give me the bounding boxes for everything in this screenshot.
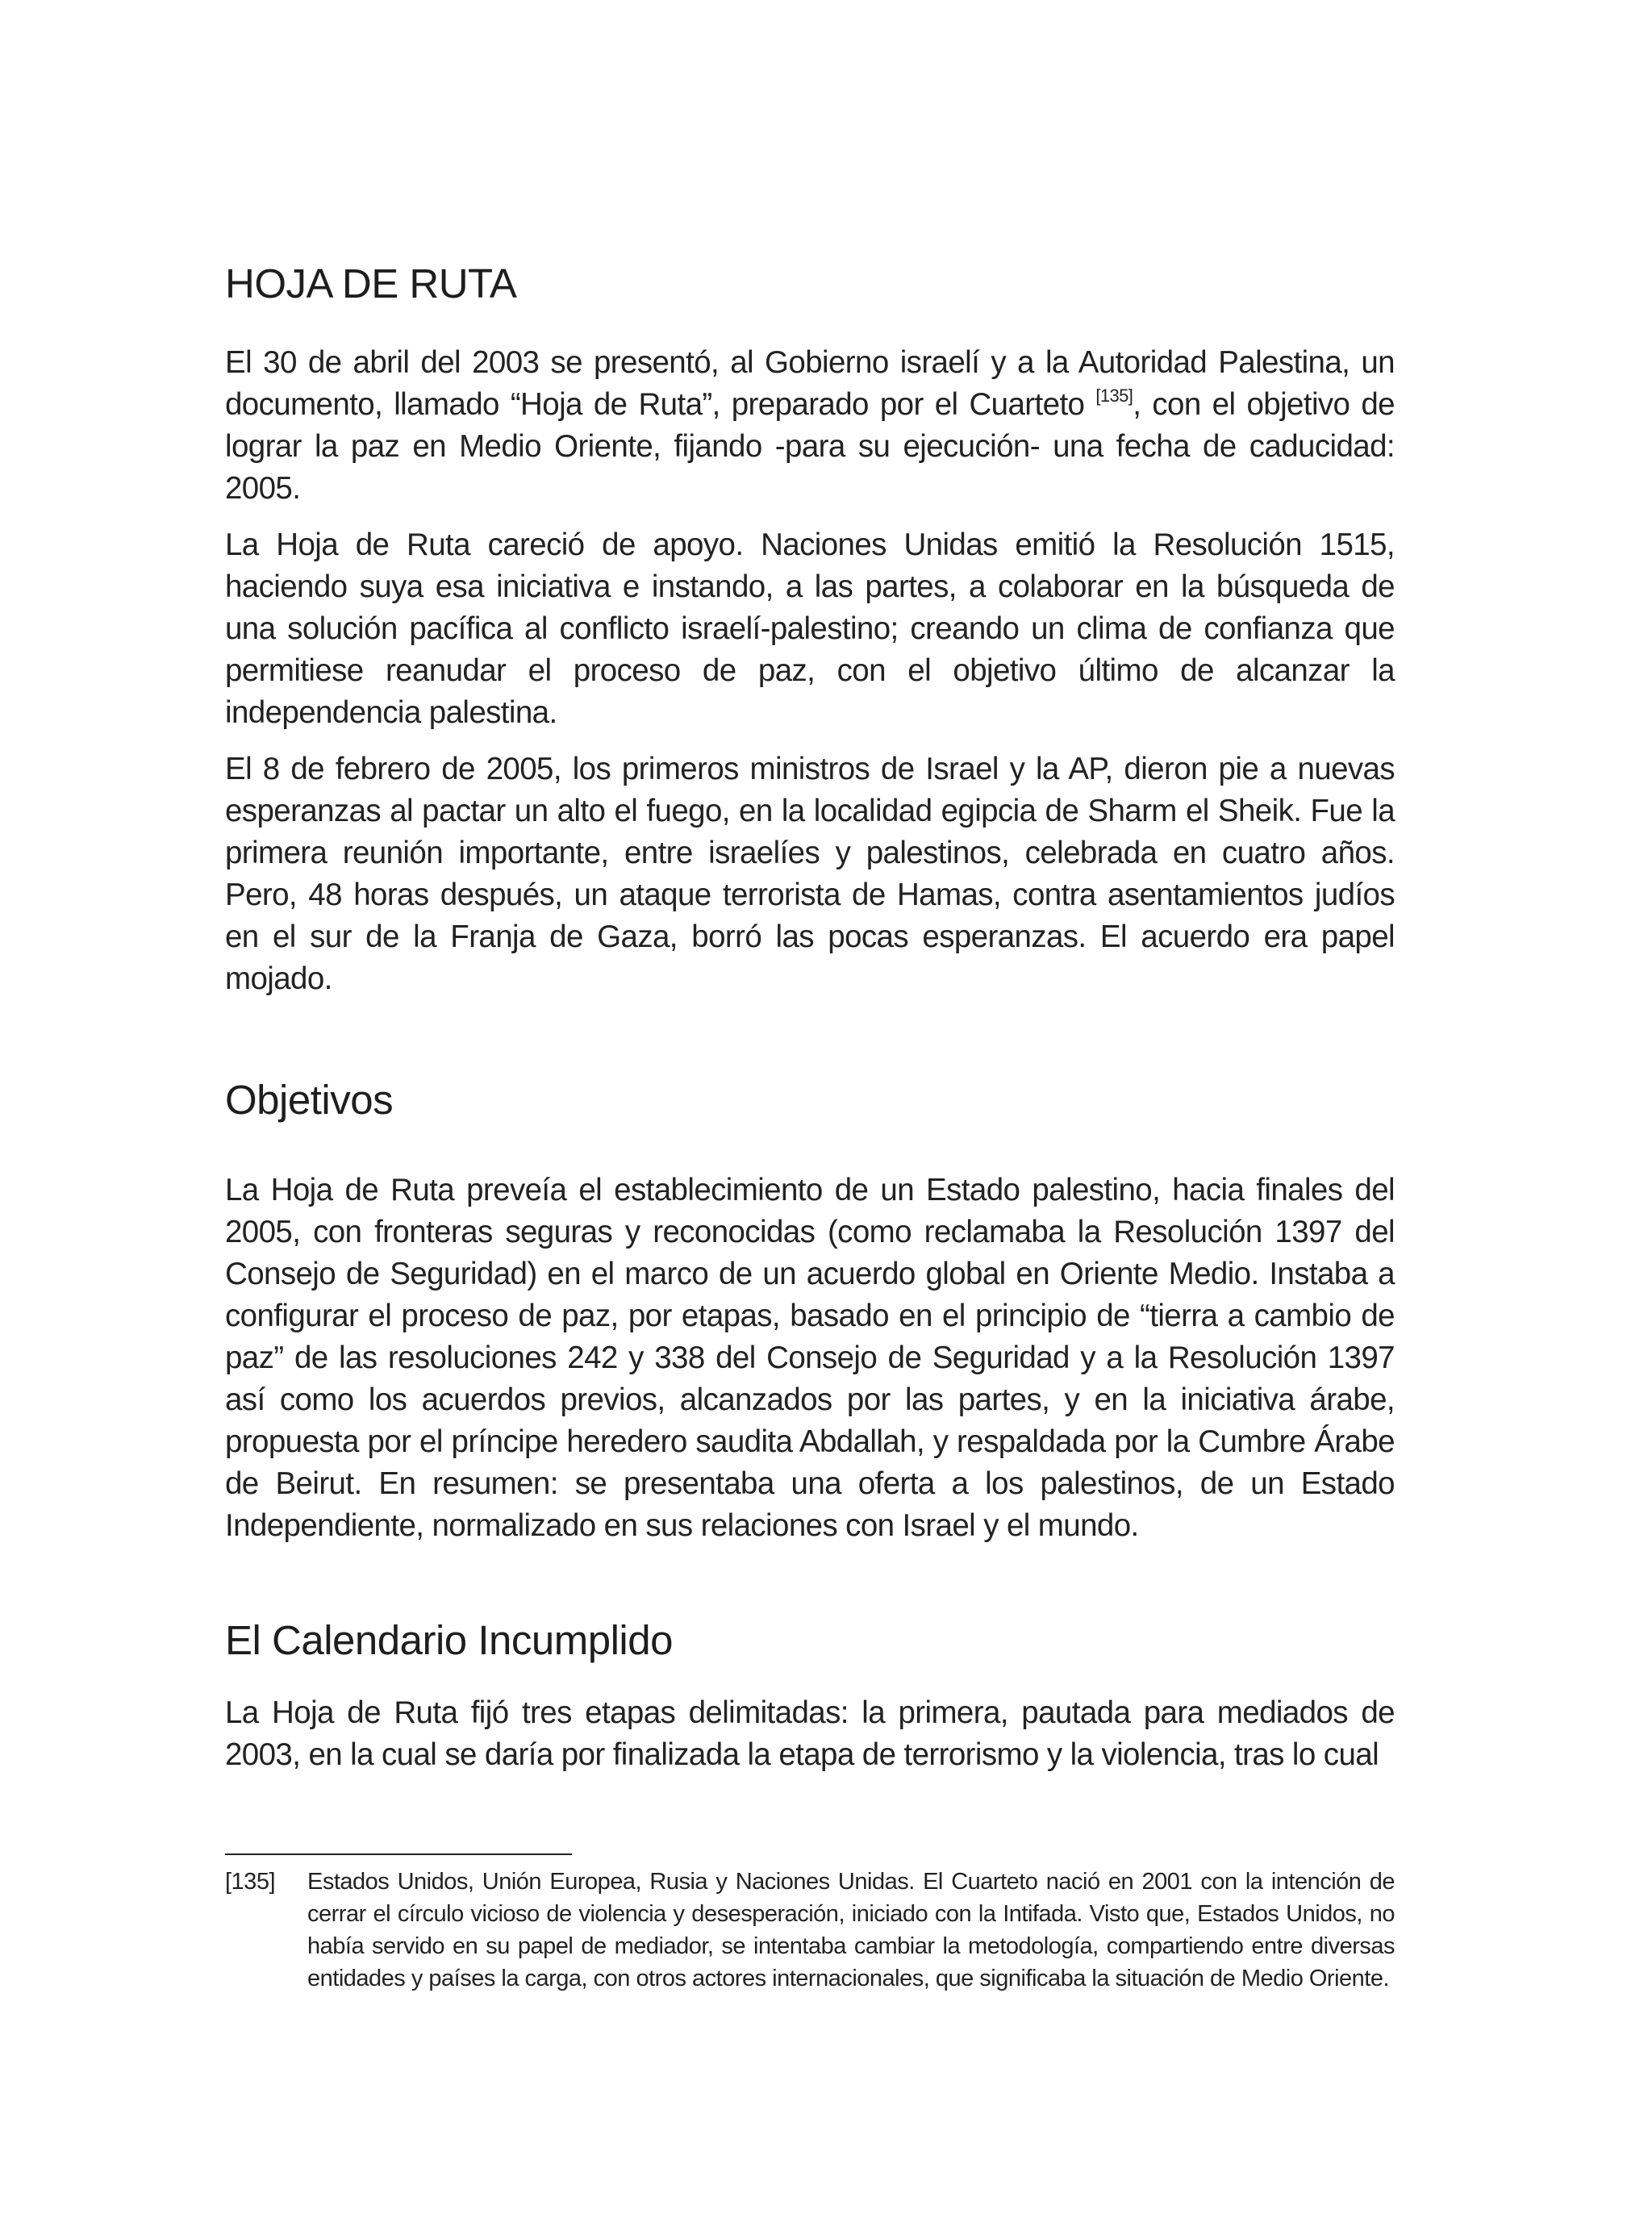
- paragraph: La Hoja de Ruta preveía el establecimiento de un Estado palestino, hacia finales del 2005, con fronteras seguras y reconocidas (como reclamaba la Resolución 1397 del Consejo de Seguridad) en el marco de un acuerdo global en Oriente Medio. Instaba a configurar el proceso de paz, por etapas, basado en el principio de “tierra a cambio de paz” de las resoluciones 242 y 338 del Consejo de Seguridad y a la Resolución 1397 así como los acuerdos previos, alcanzados por las partes, y en la iniciativa árabe, propuesta por el príncipe heredero saudita Abdallah, y respaldada por la Cumbre Árabe de Beirut. En resumen: se presentaba una oferta a los palestinos, de un Estado Independiente, normalizado en sus relaciones con Israel y el mundo.: [225, 1173, 1395, 1543]
- footnote: [225, 1866, 1395, 1995]
- section-heading-objetivos: Objetivos: [225, 1077, 394, 1123]
- paragraph: El 8 de febrero de 2005, los primeros ministros de Israel y la AP, dieron pie a nuevas esperanzas al pactar un alto el fuego, en la localidad egipcia de Sharm el Sheik. Fue la primera reunión importante, entre israelíes y palestinos, celebrada en cuatro años. Pero, 48 horas después, un ataque terrorista de Hamas, contra asentamientos judíos en el sur de la Franja de Gaza, borró las pocas esperanzas. El acuerdo era papel mojado.: [225, 752, 1395, 996]
- paragraph: La Hoja de Ruta careció de apoyo. Naciones Unidas emitió la Resolución 1515, haciendo suya esa iniciativa e instando, a las partes, a colaborar en la búsqueda de una solución pacífica al conflicto israelí-palestino; creando un clima de confianza que permitiese reanudar el proceso de paz, con el objetivo último de alcanzar la independencia palestina.: [225, 527, 1395, 730]
- section-heading-hoja-de-ruta: HOJA DE RUTA: [225, 261, 517, 306]
- paragraph-text: , con el objetivo de lograr la paz en Medio Oriente, fijando -para su ejecución- una fecha de caducidad: 2005.: [225, 387, 1395, 506]
- paragraph-text: El 30 de abril del 2003 se presentó, al Gobierno israelí y a la Autoridad Palestina, un documento, llamado “Hoja de Ruta”, preparado por el Cuarteto: [225, 345, 1395, 422]
- paragraph: La Hoja de Ruta fijó tres etapas delimitadas: la primera, pautada para mediados de 2003, en la cual se daría por finalizada la etapa de terrorismo y la violencia, tras lo cual: [225, 1695, 1395, 1772]
- footnote-number: [135]: [225, 1869, 275, 1895]
- paragraph: [225, 342, 1395, 510]
- footnote-text: Estados Unidos, Unión Europea, Rusia y Naciones Unidas. El Cuarteto nació en 2001 con la intención de cerrar el círculo vicioso de violencia y desesperación, iniciado con la Intifada. Visto que, Estados Unidos, no había servido en su papel de mediador, se intentaba cambiar la metodología, compartiendo entre diversas entidades y países la carga, con otros actores internacionales, que significaba la situación de Medio Oriente.: [307, 1869, 1395, 1991]
- footnote-separator: [225, 1853, 572, 1855]
- footnote-reference[interactable]: [135]: [1095, 386, 1133, 406]
- section-heading-calendario-incumplido: El Calendario Incumplido: [225, 1617, 673, 1663]
- document-body: [225, 258, 1395, 1776]
